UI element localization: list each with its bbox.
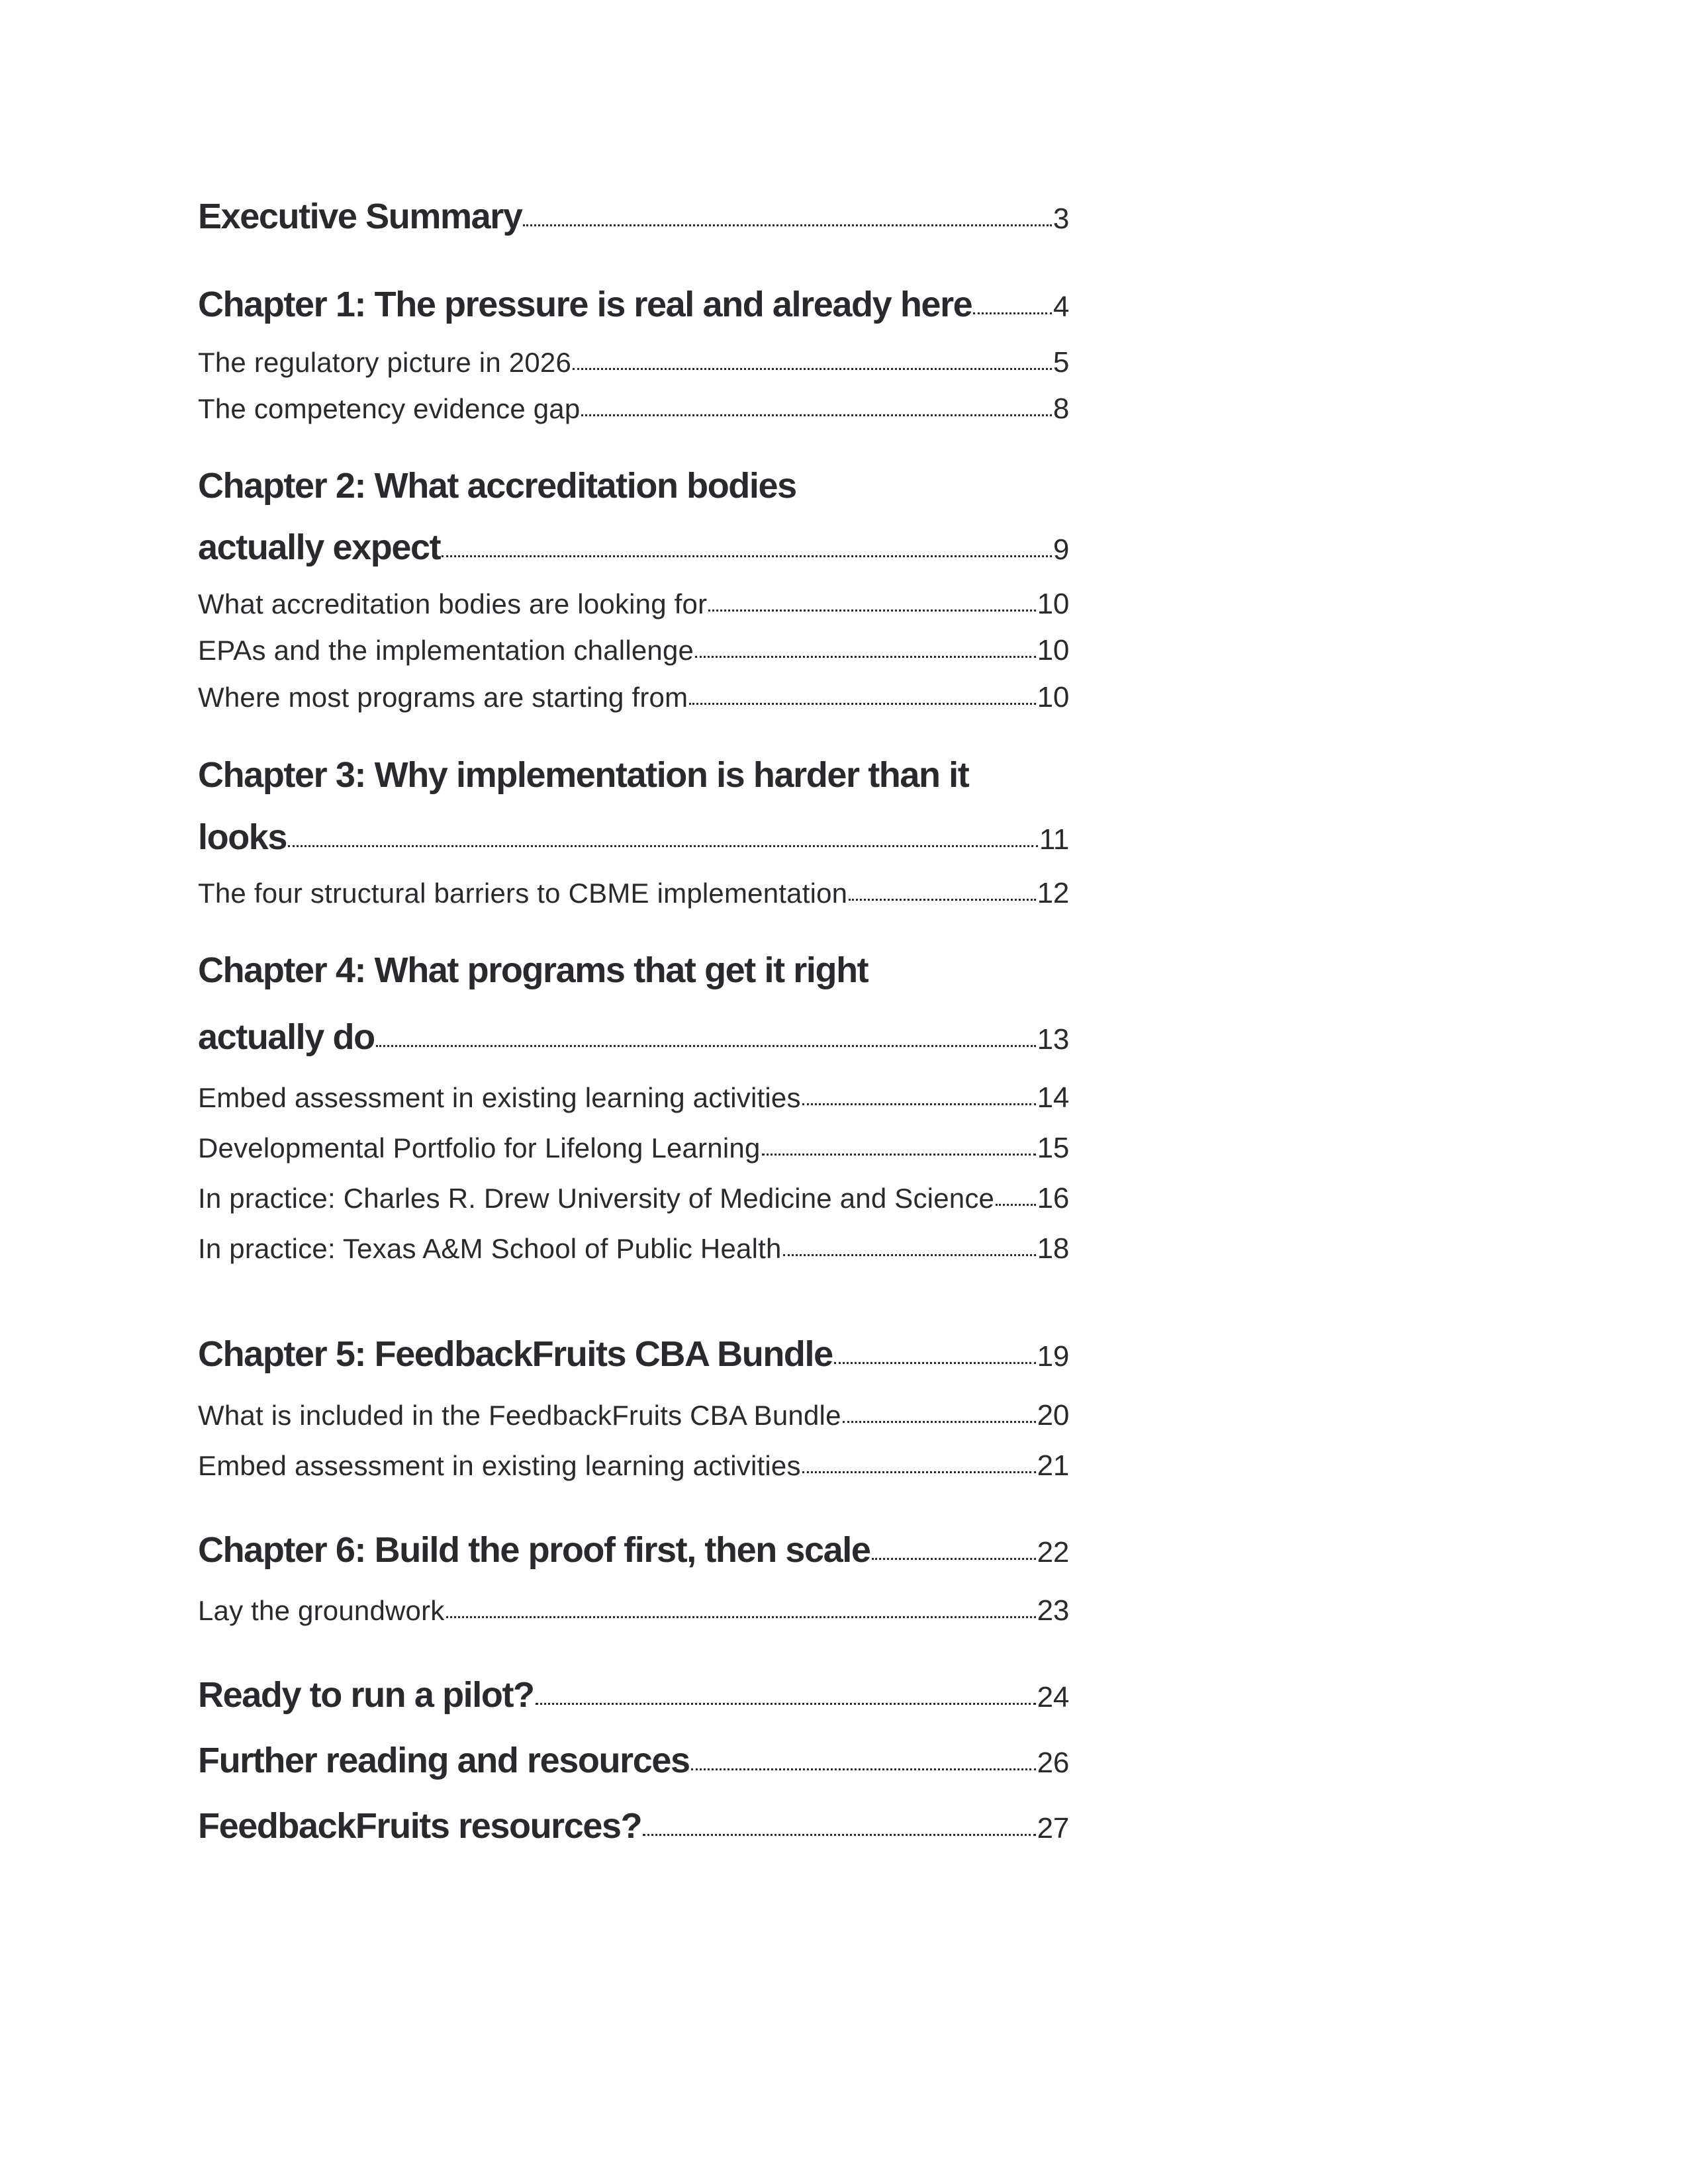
dot-leader: [442, 555, 1052, 557]
toc-chapter-3-title-line1[interactable]: Chapter 3: Why implementation is harder than it: [198, 755, 969, 795]
toc-entry-title: The regulatory picture in 2026: [198, 347, 571, 378]
toc-page-number: 26: [1037, 1747, 1069, 1779]
toc-entry-title: The competency evidence gap: [198, 393, 581, 424]
toc-entry-title: Chapter 1: The pressure is real and already here: [198, 285, 972, 324]
dot-leader: [446, 1616, 1036, 1618]
toc-subentry[interactable]: [198, 1399, 1069, 1432]
toc-entry-title: Embed assessment in existing learning activities: [198, 1450, 801, 1481]
dot-leader: [973, 312, 1052, 314]
dot-leader: [689, 703, 1035, 705]
toc-entry-title: What accreditation bodies are looking for: [198, 588, 708, 619]
toc-subentry[interactable]: [198, 681, 1069, 714]
toc-entry-title: EPAs and the implementation challenge: [198, 635, 694, 666]
toc-chapter-4-title-line1[interactable]: Chapter 4: What programs that get it right: [198, 950, 868, 990]
dot-leader: [834, 1362, 1036, 1364]
toc-entry-title: In practice: Texas A&M School of Public Health: [198, 1233, 782, 1264]
toc-subentry[interactable]: [198, 392, 1069, 426]
toc-entry-title: actually do: [198, 1017, 375, 1057]
dot-leader: [783, 1254, 1036, 1256]
dot-leader: [872, 1558, 1036, 1560]
toc-entry-title: Lay the groundwork: [198, 1595, 445, 1626]
toc-subentry[interactable]: [198, 1232, 1069, 1265]
toc-page-number: 9: [1053, 533, 1069, 566]
toc-entry-title: In practice: Charles R. Drew University of Medicine and Science: [198, 1183, 995, 1214]
toc-entry-title: FeedbackFruits resources?: [198, 1806, 642, 1846]
toc-entry-title: Chapter 6: Build the proof first, then scale: [198, 1530, 870, 1570]
toc-subentry[interactable]: [198, 1081, 1069, 1115]
toc-page-number: 3: [1053, 203, 1069, 235]
toc-subentry[interactable]: [198, 1449, 1069, 1482]
dot-leader: [762, 1154, 1036, 1156]
toc-entry-chapter-3[interactable]: [198, 817, 1069, 858]
toc-entry-chapter-4[interactable]: [198, 1017, 1069, 1058]
toc-entry-executive-summary[interactable]: [198, 196, 1069, 237]
toc-subentry[interactable]: [198, 588, 1069, 621]
toc-page-number: 19: [1037, 1340, 1069, 1373]
toc-subentry[interactable]: [198, 877, 1069, 910]
toc-subentry[interactable]: [198, 346, 1069, 379]
toc-page-number: 18: [1037, 1232, 1069, 1265]
toc-page-number: 16: [1037, 1182, 1069, 1214]
toc-page-number: 15: [1037, 1132, 1069, 1164]
toc-page-number: 24: [1037, 1681, 1069, 1713]
toc-entry-title: Embed assessment in existing learning activities: [198, 1082, 801, 1113]
toc-page-number: 10: [1037, 634, 1069, 666]
toc-page-number: 10: [1037, 588, 1069, 620]
toc-chapter-2-title-line1[interactable]: Chapter 2: What accreditation bodies: [198, 466, 796, 506]
toc-entry-feedbackfruits-resources[interactable]: [198, 1805, 1069, 1846]
toc-page-number: 4: [1053, 291, 1069, 323]
toc-entry-title: What is included in the FeedbackFruits CBA Bundle: [198, 1400, 841, 1431]
toc-subentry[interactable]: [198, 634, 1069, 667]
toc-page-number: 21: [1037, 1449, 1069, 1482]
toc-page-number: 23: [1037, 1594, 1069, 1627]
dot-leader: [573, 368, 1052, 370]
toc-entry-title: The four structural barriers to CBME implementation: [198, 878, 848, 909]
dot-leader: [288, 845, 1038, 847]
dot-leader: [536, 1703, 1036, 1705]
toc-entry-title: Where most programs are starting from: [198, 682, 688, 713]
toc-page-number: 13: [1037, 1023, 1069, 1056]
toc-page-number: 5: [1053, 346, 1069, 379]
toc-subentry[interactable]: [198, 1182, 1069, 1215]
toc-subentry[interactable]: [198, 1594, 1069, 1627]
toc-entry-title: Further reading and resources: [198, 1741, 690, 1780]
toc-entry-title: Ready to run a pilot?: [198, 1675, 534, 1715]
dot-leader: [708, 610, 1035, 612]
toc-page-number: 8: [1053, 392, 1069, 425]
toc-page-number: 14: [1037, 1081, 1069, 1114]
toc-entry-title: Executive Summary: [198, 197, 522, 236]
dot-leader: [643, 1834, 1035, 1836]
toc-subentry[interactable]: [198, 1132, 1069, 1165]
toc-entry-title: actually expect: [198, 527, 441, 567]
dot-leader: [843, 1421, 1036, 1423]
dot-leader: [376, 1045, 1036, 1047]
toc-page-number: 10: [1037, 681, 1069, 713]
toc-page-number: 20: [1037, 1399, 1069, 1432]
toc-entry-title: Developmental Portfolio for Lifelong Learning: [198, 1132, 761, 1163]
dot-leader: [802, 1471, 1036, 1473]
dot-leader: [523, 224, 1051, 226]
toc-page-number: 11: [1039, 823, 1069, 856]
dot-leader: [691, 1768, 1036, 1770]
toc-entry-chapter-1[interactable]: [198, 284, 1069, 325]
dot-leader: [849, 899, 1035, 901]
toc-page-number: 27: [1037, 1812, 1069, 1844]
dot-leader: [581, 414, 1051, 416]
toc-entry-ready-pilot[interactable]: [198, 1674, 1069, 1715]
toc-page-number: 22: [1037, 1536, 1069, 1569]
toc-entry-chapter-2[interactable]: [198, 527, 1069, 568]
dot-leader: [695, 656, 1036, 658]
dot-leader: [802, 1103, 1036, 1105]
toc-entry-title: Chapter 5: FeedbackFruits CBA Bundle: [198, 1334, 833, 1374]
dot-leader: [996, 1204, 1036, 1206]
toc-entry-title: looks: [198, 817, 287, 857]
toc-entry-chapter-5[interactable]: [198, 1334, 1069, 1375]
toc-entry-further-reading[interactable]: [198, 1740, 1069, 1781]
toc-entry-chapter-6[interactable]: [198, 1529, 1069, 1570]
toc-page-number: 12: [1037, 877, 1069, 909]
